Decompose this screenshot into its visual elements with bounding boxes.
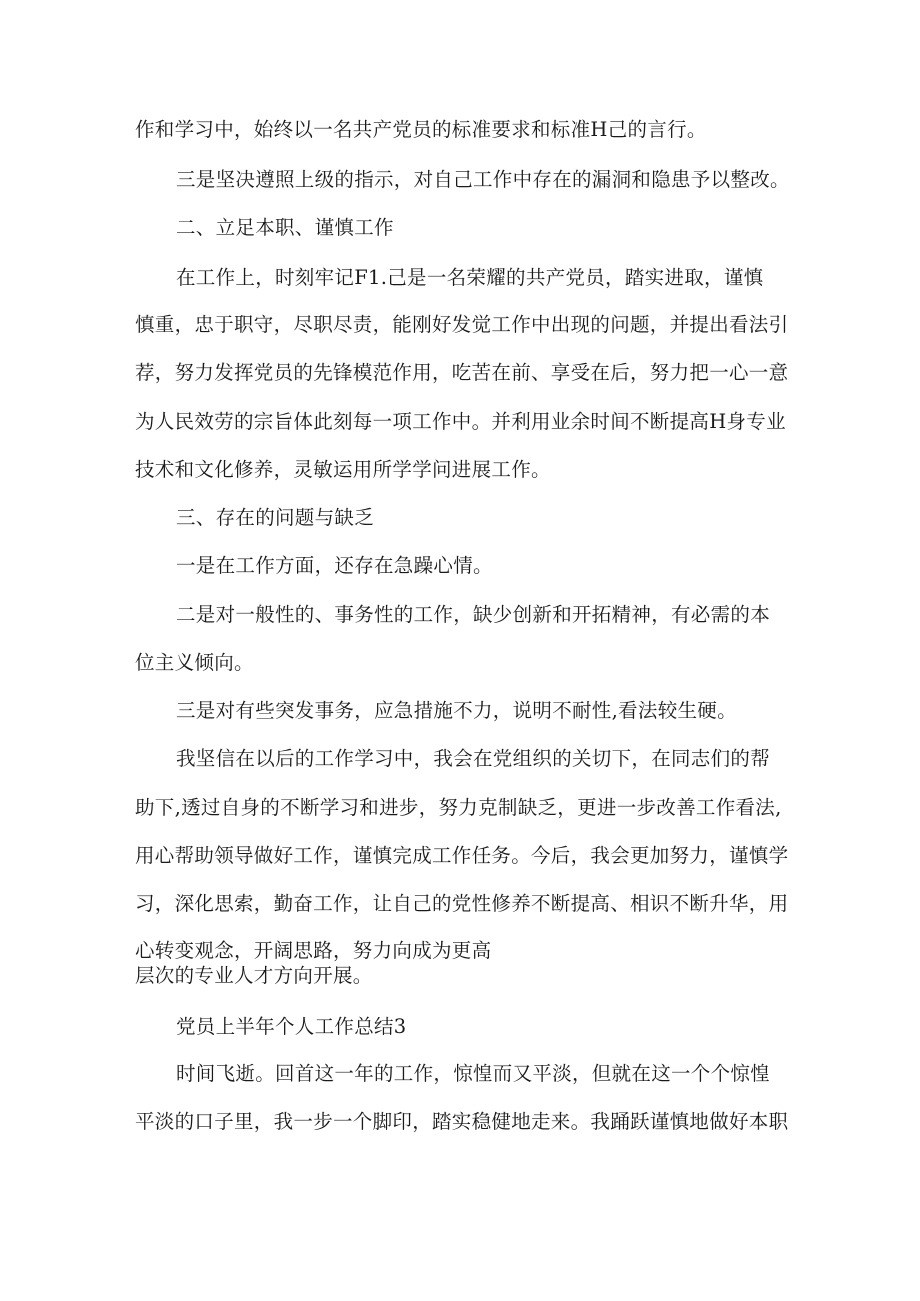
text-line: 作和学习中，始终以一名共产党员的标准要求和标准H己的言行。 (135, 118, 707, 141)
text-line: 层次的专业人才方向开展。 (135, 964, 373, 987)
text-line: 技术和文化修养，灵敏运用所学学问进展工作。 (135, 458, 551, 481)
text-line: 平淡的口子里，我一步一个脚印，踏实稳健地走来。我踊跃谨慎地做好本职 (135, 1110, 789, 1133)
text-line: 为人民效劳的宗旨体此刻每一项工作中。并利用业余时间不断提高H身专业 (135, 410, 786, 433)
text-line: 三是对有些突发事务，应急措施不力，说明不耐性,看法较生硬。 (176, 699, 737, 722)
text-line: 慎重，忠于职守，尽职尽责，能刚好发觉工作中出现的问题，并提出看法引 (135, 313, 789, 336)
section-heading: 二、立足本职、谨慎工作 (176, 216, 394, 239)
text-line: 习，深化思索，勤奋工作，让自己的党性修养不断提高、相识不断升华，用 (135, 892, 789, 915)
text-line: 三是坚决遵照上级的指示，对自己工作中存在的漏洞和隐患予以整改。 (176, 168, 790, 191)
text-line: 心转变观念，开阔思路，努力向成为更高 (135, 939, 492, 962)
text-line: 位主义倾向。 (135, 651, 254, 674)
section-heading: 三、存在的问题与缺乏 (176, 506, 375, 529)
text-line: 一是在工作方面，还存在急躁心情。 (176, 554, 493, 577)
text-line: 在工作上，时刻牢记F1.己是一名荣耀的共产党员，踏实进取，谨慎 (176, 266, 764, 289)
text-line: 荐，努力发挥党员的先锋模范作用，吃苦在前、享受在后，努力把一心一意 (135, 361, 789, 384)
text-line: 我坚信在以后的工作学习中，我会在党组织的关切下，在同志们的帮 (176, 747, 771, 770)
text-line: 助下,透过自身的不断学习和进步，努力克制缺乏，更进一步改善工作看法, (135, 796, 782, 819)
text-line: 用心帮助领导做好工作，谨慎完成工作任务。今后，我会更加努力，谨慎学 (135, 844, 789, 867)
document-title: 党员上半年个人工作总结3 (176, 1015, 407, 1038)
text-line: 二是对一般性的、事务性的工作，缺少创新和开拓精神，有必需的本 (176, 603, 771, 626)
text-line: 时间飞逝。回首这一年的工作，惊惶而又平淡，但就在这一个个惊惶 (176, 1062, 771, 1085)
